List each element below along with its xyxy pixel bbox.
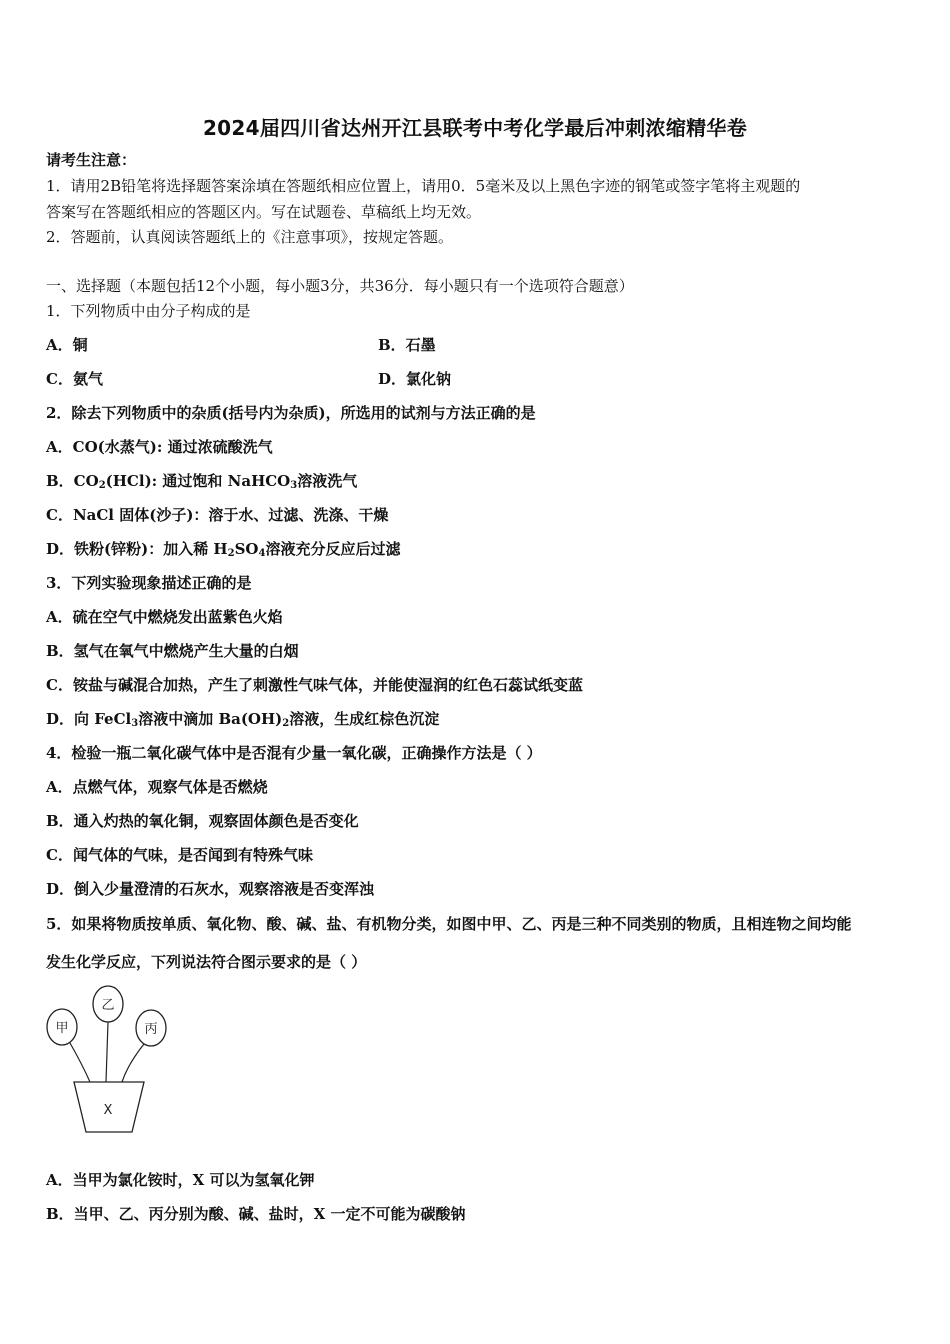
- stem-bing: [122, 1044, 144, 1082]
- question-4-stem: 4．检验一瓶二氧化碳气体中是否混有少量一氧化碳，正确操作方法是（ ）: [46, 744, 542, 762]
- notice-item-1: 1．请用2B铅笔将选择题答案涂填在答题纸相应位置上，请用0．5毫米及以上黑色字迹的钢笔或签字笔将主观题的: [46, 177, 801, 195]
- q3-option-d: D．向 FeCl$_3$溶液中滴加 $Ba(OH)_2$溶液，生成红棕色沉淀: [46, 710, 440, 729]
- notice-item-2: 2．答题前，认真阅读答题纸上的《注意事项》，按规定答题。: [46, 228, 454, 246]
- q4-option-c: C．闻气体的气味，是否闻到有特殊气味: [46, 846, 313, 864]
- question-2-stem: 2．除去下列物质中的杂质(括号内为杂质)，所选用的试剂与方法正确的是: [46, 404, 536, 422]
- q3-option-b: B．氢气在氧气中燃烧产生大量的白烟: [46, 642, 299, 660]
- q4-option-d: D．倒入少量澄清的石灰水，观察溶液是否变浑浊: [46, 880, 375, 898]
- q1-option-c: C．氨气: [46, 370, 103, 388]
- section-heading: 一、选择题（本题包括12个小题，每小题3分，共36分．每小题只有一个选项符合题意）: [46, 277, 634, 295]
- question-5-stem: 5．如果将物质按单质、氧化物、酸、碱、盐、有机物分类，如图中甲、乙、丙是三种不同类别的物质，且相连物之间均能: [46, 915, 852, 933]
- q2-option-d: D．铁粉(锌粉)：加入稀 $H_2SO_4$溶液充分反应后过滤: [46, 540, 401, 559]
- q2-option-a: A．CO(水蒸气): 通过浓硫酸洗气: [46, 438, 273, 456]
- label-bing: 丙: [144, 1022, 158, 1037]
- notice-item-1-cont: 答案写在答题纸相应的答题区内。写在试题卷、草稿纸上均无效。: [46, 203, 482, 221]
- q1-option-a: A．铜: [46, 336, 88, 354]
- q4-option-a: A．点燃气体，观察气体是否燃烧: [46, 778, 268, 796]
- page-title: 2024届四川省达州开江县联考中考化学最后冲刺浓缩精华卷: [202, 116, 748, 140]
- q3-option-a: A．硫在空气中燃烧发出蓝紫色火焰: [46, 608, 283, 626]
- label-jia: 甲: [55, 1021, 69, 1036]
- question-3-stem: 3．下列实验现象描述正确的是: [46, 574, 252, 592]
- question-5-stem-cont: 发生化学反应，下列说法符合图示要求的是（ ）: [46, 953, 367, 971]
- stem-jia: [70, 1043, 90, 1082]
- q2-option-b: B．$CO_2(HCl)$: 通过饱和 NaHCO$_3$溶液洗气: [46, 472, 358, 491]
- label-x: X: [103, 1103, 113, 1118]
- q5-option-a: A．当甲为氯化铵时，X 可以为氢氧化钾: [46, 1171, 315, 1189]
- label-yi: 乙: [101, 998, 115, 1013]
- q2-option-c: C．NaCl 固体(沙子)：溶于水、过滤、洗涤、干燥: [46, 506, 389, 524]
- q1-option-b: B．石墨: [378, 336, 436, 354]
- notice-heading: 请考生注意：: [46, 151, 137, 169]
- q3-option-c: C．铵盐与碱混合加热，产生了刺激性气味气体，并能使湿润的红色石蕊试纸变蓝: [46, 676, 583, 694]
- stem-yi: [106, 1022, 108, 1082]
- question-1-stem: 1．下列物质中由分子构成的是: [46, 302, 251, 320]
- q1-option-d: D．氯化钠: [378, 370, 452, 388]
- flower-pot-diagram: [40, 984, 170, 1136]
- q4-option-b: B．通入灼热的氧化铜，观察固体颜色是否变化: [46, 812, 359, 830]
- q5-option-b: B．当甲、乙、丙分别为酸、碱、盐时，X 一定不可能为碳酸钠: [46, 1205, 466, 1223]
